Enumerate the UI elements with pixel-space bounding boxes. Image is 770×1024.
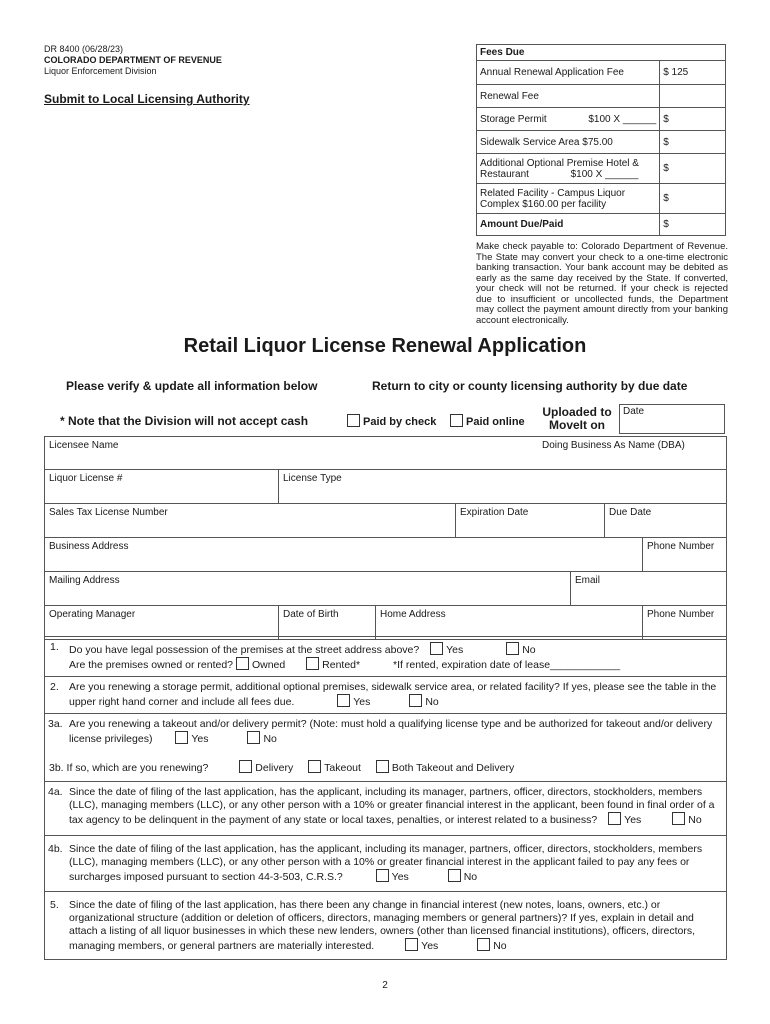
- q4b-yes-checkbox[interactable]: [376, 869, 389, 882]
- question-3a: [45, 714, 726, 782]
- row-mailing-address: [45, 572, 726, 606]
- both-label: Both Takeout and Delivery: [391, 762, 515, 774]
- row-license: [45, 470, 726, 504]
- fee-label: Additional Optional Premise Hotel & Restaurant $100 X ______: [477, 154, 660, 184]
- manager-phone-field[interactable]: [642, 606, 726, 639]
- question-text: If so, which are you renewing?: [66, 762, 209, 774]
- question-2: [45, 677, 726, 714]
- operating-manager-field[interactable]: [45, 606, 278, 639]
- fee-amount[interactable]: $: [660, 184, 726, 214]
- fees-title: Fees Due: [477, 45, 726, 61]
- mailing-address-field[interactable]: [45, 572, 570, 605]
- delivery-checkbox[interactable]: [239, 760, 252, 773]
- question-number: 5.: [50, 899, 59, 911]
- fee-amount[interactable]: $: [660, 108, 726, 131]
- date-label: Date: [623, 406, 645, 417]
- no-label: No: [263, 733, 277, 745]
- check-payment-note: Make check payable to: Colorado Department of Revenue. The State may convert your check to a one-time electronic banking transaction. Your bank account may be debited as early as the same day received by the State. If converted, your check will not be returned. If your check is rejected due to insufficient or uncollected funds, the Department may collect the payment amount directly from your banking account electronically.: [476, 241, 728, 326]
- expiration-date-field[interactable]: [455, 504, 604, 537]
- row-operating-manager: [45, 606, 726, 639]
- uploaded-label: Uploaded to MoveIt on: [542, 405, 612, 432]
- question-5: [45, 892, 726, 959]
- division-name: Liquor Enforcement Division: [44, 66, 157, 76]
- home-address-field[interactable]: [375, 606, 642, 639]
- question-text: Since the date of filing of the last application, has there been any change in financial interest (new notes, loans, owners, etc.) or organizational structure (addition or deletion of officers, directors, managing members or general partners)? If yes, explain in detail and attach a listing of all liquor businesses in which these new lenders, owners (other than licensed financial institutions), officers, directors, managing members, or general partners are materially interested.: [69, 899, 696, 952]
- field-label: Liquor License #: [49, 473, 123, 484]
- field-label: Home Address: [380, 609, 446, 620]
- field-label: Phone Number: [647, 609, 715, 620]
- paid-by-check-option[interactable]: [347, 414, 436, 428]
- yes-label: Yes: [353, 696, 371, 708]
- yes-label: Yes: [391, 871, 409, 883]
- rented-checkbox[interactable]: [306, 657, 319, 670]
- q2-yes-checkbox[interactable]: [337, 694, 350, 707]
- due-date-field[interactable]: [604, 504, 726, 537]
- field-label: Licensee Name: [49, 440, 119, 451]
- q1-no-checkbox[interactable]: [506, 642, 519, 655]
- paid-online-checkbox[interactable]: [450, 414, 463, 427]
- field-label: Due Date: [609, 507, 652, 518]
- form-id: DR 8400 (06/28/23): [44, 44, 124, 54]
- license-number-field[interactable]: [45, 470, 278, 503]
- licensee-name-field[interactable]: [45, 437, 538, 469]
- fee-amount[interactable]: $: [660, 214, 726, 236]
- yes-label: Yes: [191, 733, 209, 745]
- question-text: Do you have legal possession of the premises at the street address above?: [69, 644, 420, 656]
- both-checkbox[interactable]: [376, 760, 389, 773]
- question-text: Since the date of filing of the last application, has the applicant, including its manager, partners, officer, directors, stockholders, members (LLC), managing members (LLC), or any other person with a 10% or greater financial interest in the applicant failed to pay any fees or surcharges imposed pursuant to section 44-3-503, C.R.S.?: [69, 843, 703, 883]
- yes-label: Yes: [624, 814, 642, 826]
- fee-amount[interactable]: [660, 85, 726, 108]
- cash-note: * Note that the Division will not accept cash: [60, 414, 309, 428]
- paid-by-check-checkbox[interactable]: [347, 414, 360, 427]
- return-instruction: Return to city or county licensing authority by due date: [372, 379, 688, 393]
- licensee-info-grid: [44, 436, 727, 640]
- fee-label: Amount Due/Paid: [477, 214, 660, 236]
- business-address-field[interactable]: [45, 538, 642, 571]
- page-title: Retail Liquor License Renewal Application: [183, 335, 587, 357]
- upload-date-field[interactable]: [619, 404, 725, 434]
- fee-amount[interactable]: $ 125: [660, 61, 726, 85]
- fee-label: Storage Permit $100 X ______: [477, 108, 660, 131]
- question-4a: [45, 782, 726, 836]
- email-field[interactable]: [570, 572, 726, 605]
- question-number: 4a.: [48, 786, 63, 798]
- q4a-yes-checkbox[interactable]: [608, 812, 621, 825]
- paid-online-label: Paid online: [466, 416, 525, 428]
- field-label: Doing Business As Name (DBA): [542, 440, 685, 451]
- form-header: [44, 44, 222, 77]
- question-text: Are you renewing a takeout and/or delivery permit? (Note: must hold a qualifying license type and be authorized for takeout and/or delivery license privileges): [69, 718, 713, 745]
- no-label: No: [463, 871, 478, 883]
- yes-label: Yes: [421, 940, 439, 952]
- q5-no-checkbox[interactable]: [477, 938, 490, 951]
- yes-label: Yes: [446, 644, 464, 656]
- field-label: Date of Birth: [283, 609, 339, 620]
- lease-expiration-note: *If rented, expiration date of lease____________: [393, 659, 621, 671]
- delivery-label: Delivery: [255, 762, 294, 774]
- fee-label: Related Facility - Campus Liquor Complex $160.00 per facility: [477, 184, 660, 214]
- question-number: 1.: [50, 641, 59, 653]
- fee-amount[interactable]: $: [660, 154, 726, 184]
- q4b-no-checkbox[interactable]: [448, 869, 461, 882]
- no-label: No: [493, 940, 507, 952]
- row-business-address: [45, 538, 726, 572]
- fee-label: Annual Renewal Application Fee: [477, 61, 660, 85]
- submit-instruction: Submit to Local Licensing Authority: [44, 92, 250, 106]
- q1-yes-checkbox[interactable]: [430, 642, 443, 655]
- no-label: No: [425, 696, 439, 708]
- q3a-yes-checkbox[interactable]: [175, 731, 188, 744]
- q4a-no-checkbox[interactable]: [672, 812, 685, 825]
- field-label: Sales Tax License Number: [49, 507, 168, 518]
- field-label: Operating Manager: [49, 609, 136, 620]
- page-number: 2: [382, 980, 388, 991]
- row-licensee: [45, 437, 726, 470]
- q5-yes-checkbox[interactable]: [405, 938, 418, 951]
- takeout-checkbox[interactable]: [308, 760, 321, 773]
- question-text: Are you renewing a storage permit, additional optional premises, sidewalk service area, or related facility? If yes, please see the table in the upper right hand corner and include all fees due.: [69, 681, 717, 708]
- field-label: Mailing Address: [49, 575, 120, 586]
- date-of-birth-field[interactable]: [278, 606, 375, 639]
- question-4b: [45, 836, 726, 892]
- phone-number-field[interactable]: [642, 538, 726, 571]
- field-label: Business Address: [49, 541, 129, 552]
- questions-section: [44, 636, 727, 960]
- takeout-label: Takeout: [324, 762, 361, 774]
- question-text: Since the date of filing of the last application, has the applicant, including its manager, partners, officer, directors, stockholders, members (LLC), managing members (LLC), or any other person with a 10% or greater financial interest in the applicant, been found in final order of a tax agency to be delinquent in the payment of any state or local taxes, penalties, or interest related to a business?: [69, 786, 715, 826]
- question-number: 3a.: [48, 718, 63, 730]
- no-label: No: [522, 644, 536, 656]
- rented-label: Rented*: [322, 659, 361, 671]
- fee-label: Renewal Fee: [477, 85, 660, 108]
- question-number: 3b.: [49, 762, 64, 774]
- paid-by-check-label: Paid by check: [363, 416, 437, 428]
- field-label: Phone Number: [647, 541, 715, 552]
- question-number: 4b.: [48, 843, 63, 855]
- field-label: License Type: [283, 473, 342, 484]
- owned-checkbox[interactable]: [236, 657, 249, 670]
- dba-field[interactable]: [538, 437, 726, 469]
- department-name: COLORADO DEPARTMENT OF REVENUE: [44, 55, 222, 65]
- fee-label: Sidewalk Service Area $75.00: [477, 131, 660, 154]
- paid-online-option[interactable]: [450, 414, 525, 428]
- no-label: No: [688, 814, 702, 826]
- field-label: Email: [575, 575, 601, 586]
- q2-no-checkbox[interactable]: [409, 694, 422, 707]
- fee-amount[interactable]: $: [660, 131, 726, 154]
- verify-instruction: Please verify & update all information below: [66, 379, 318, 393]
- fees-table: [476, 44, 726, 236]
- q3a-no-checkbox[interactable]: [247, 731, 260, 744]
- question-1: [45, 637, 726, 677]
- row-sales-tax: [45, 504, 726, 538]
- license-type-field[interactable]: [278, 470, 726, 503]
- sales-tax-field[interactable]: [45, 504, 455, 537]
- owned-label: Owned: [251, 659, 286, 671]
- field-label: Expiration Date: [460, 507, 529, 518]
- question-number: 2.: [50, 681, 59, 693]
- question-text: Are the premises owned or rented?: [69, 659, 234, 671]
